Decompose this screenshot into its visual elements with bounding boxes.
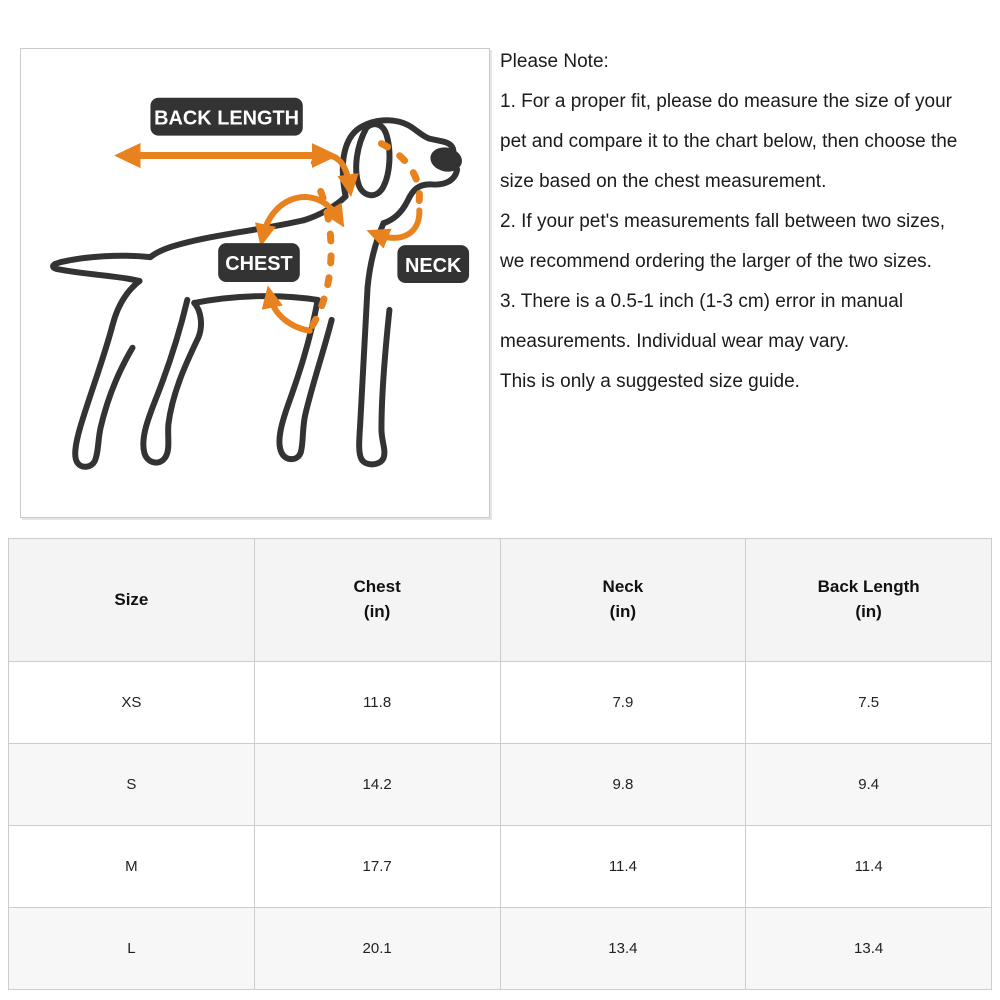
header-chest — [254, 539, 500, 662]
neck-label-text: NECK — [405, 255, 462, 278]
cell-m-chest: 17.7 — [254, 826, 500, 908]
header-neck — [500, 539, 746, 662]
cell-s-back: 9.4 — [746, 744, 992, 826]
cell-m-size: M — [9, 826, 255, 908]
note-line-1: 1. For a proper fit, please do measure the size of your — [500, 91, 953, 112]
cell-xs-size: XS — [9, 662, 255, 744]
note-line-5: we recommend ordering the larger of the two sizes. — [500, 251, 932, 272]
back-length-label-text: BACK LENGTH — [154, 107, 300, 130]
note-heading: Please Note: — [500, 51, 609, 72]
header-chest-label: Chest — [353, 577, 401, 597]
dog-measurement-diagram-box — [20, 48, 490, 518]
cell-xs-neck: 7.9 — [500, 662, 746, 744]
dog-outline — [53, 120, 457, 466]
header-size — [9, 539, 255, 662]
cell-l-neck: 13.4 — [500, 908, 746, 990]
cell-s-size: S — [9, 744, 255, 826]
header-back-length-unit: (in) — [855, 602, 882, 621]
note-line-7: measurements. Individual wear may vary. — [500, 331, 850, 352]
cell-l-back: 13.4 — [746, 908, 992, 990]
header-row — [9, 539, 992, 662]
header-size-label: Size — [114, 589, 149, 609]
dog-measurement-diagram — [21, 49, 489, 517]
table-row-xs — [9, 662, 992, 744]
note-line-8: This is only a suggested size guide. — [500, 371, 800, 392]
chest-lower-arrow — [270, 296, 310, 331]
size-chart — [8, 538, 992, 990]
cell-m-back: 11.4 — [746, 826, 992, 908]
measurement-labels — [150, 98, 469, 283]
note-line-3: size based on the chest measurement. — [500, 171, 827, 192]
cell-l-size: L — [9, 908, 255, 990]
table-row-l — [9, 908, 992, 990]
note-line-2: pet and compare it to the chart below, then choose the — [500, 131, 958, 152]
cell-xs-back: 7.5 — [746, 662, 992, 744]
cell-xs-chest: 11.8 — [254, 662, 500, 744]
header-back-length — [746, 539, 992, 662]
header-neck-label: Neck — [602, 577, 644, 597]
table-row-m — [9, 826, 992, 908]
cell-l-chest: 20.1 — [254, 908, 500, 990]
cell-s-neck: 9.8 — [500, 744, 746, 826]
cell-m-neck: 11.4 — [500, 826, 746, 908]
header-neck-unit: (in) — [609, 602, 637, 621]
cell-s-chest: 14.2 — [254, 744, 500, 826]
note-line-4: 2. If your pet's measurements fall between two sizes, — [500, 211, 946, 232]
header-chest-unit: (in) — [363, 602, 391, 621]
size-chart-table — [8, 538, 992, 990]
note-line-6: 3. There is a 0.5-1 inch (1-3 cm) error in manual — [500, 291, 904, 312]
chest-label-text: CHEST — [225, 253, 293, 276]
header-back-length-label: Back Length — [817, 577, 920, 597]
please-note-section — [500, 42, 996, 402]
table-row-s — [9, 744, 992, 826]
